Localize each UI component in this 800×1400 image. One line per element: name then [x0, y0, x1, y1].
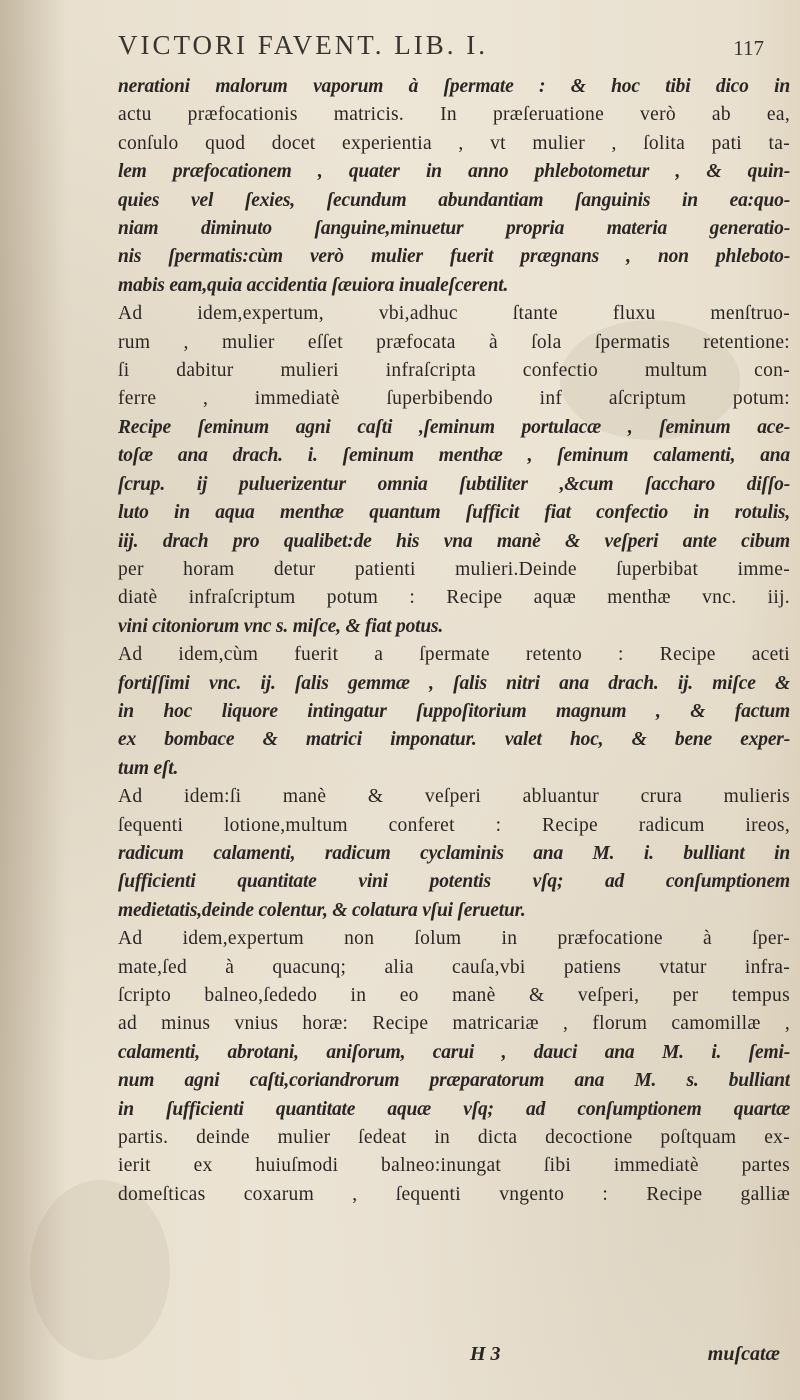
text-line: nerationi malorum vaporum à ſpermate : & hoc tibi dico in — [118, 76, 790, 97]
text-line: ad minus vnius horæ: Recipe matricariæ , florum camomillæ , — [118, 1013, 790, 1035]
text-line: mabis eam,quia accidentia ſæuiora inualeſcerent. — [118, 274, 509, 296]
text-line: ferre , immediatè ſuperbibendo inf aſcriptum potum: — [118, 388, 790, 410]
text-line: vini citoniorum vnc s. miſce, & fiat potus. — [118, 615, 444, 637]
signature-mark: H 3 — [470, 1343, 501, 1365]
page-header — [118, 30, 764, 64]
text-line: fortiſſimi vnc. ij. ſalis gemmæ , ſalis nitri ana drach. ij. miſce & — [118, 672, 790, 694]
gutter-shadow — [0, 0, 70, 1400]
text-line: actu præfocationis matricis. In præſeruatione verò ab ea, — [118, 104, 790, 126]
text-line: luto in aqua menthæ quantum ſufficit fiat confectio in rotulis, — [118, 502, 790, 524]
text-line: per horam detur patienti mulieri.Deinde ſuperbibat imme- — [118, 558, 790, 580]
text-line: tum eſt. — [118, 757, 179, 779]
page-footer — [118, 1343, 790, 1373]
text-line: medietatis,deinde colentur, & colatura vſui ſeruetur. — [118, 899, 526, 921]
text-line: domeſticas coxarum , ſequenti vngento : Recipe galliæ — [118, 1183, 790, 1205]
text-line: lem præfocationem , quater in anno phlebotometur , & quin- — [118, 161, 790, 183]
text-line: ſcrup. ij puluerizentur omnia ſubtiliter ,&cum ſaccharo diſſo- — [118, 473, 790, 495]
text-line: quies vel ſexies, ſecundum abundantiam ſanguinis in ea:quo- — [118, 189, 790, 211]
running-head: VICTORI FAVENT. LIB. I. — [118, 30, 488, 60]
text-line: diatè infraſcriptum potum : Recipe aquæ menthæ vnc. iij. — [118, 587, 790, 609]
text-line: Recipe ſeminum agni caſti ,ſeminum portulacæ , ſeminum ace- — [118, 416, 790, 438]
text-line: radicum calamenti, radicum cyclaminis ana M. i. bulliant in — [118, 842, 790, 864]
body-text — [118, 73, 790, 1209]
text-line: in hoc liquore intingatur ſuppoſitorium magnum , & factum — [118, 700, 790, 722]
text-line: Ad idem,expertum non ſolum in præfocatione à ſper- — [118, 928, 790, 950]
text-line: ſcripto balneo,ſededo in eo manè & veſperi, per tempus — [118, 985, 790, 1006]
text-line: ierit ex huiuſmodi balneo:inungat ſibi immediatè partes — [118, 1155, 790, 1177]
text-line: toſæ ana drach. i. ſeminum menthæ , ſeminum calamenti, ana — [118, 445, 790, 467]
text-line: nis ſpermatis:cùm verò mulier fuerit prægnans , non phleboto- — [118, 246, 790, 268]
text-line: rum , mulier eſſet præfocata à ſola ſpermatis retentione: — [118, 331, 790, 353]
text-line: Ad idem,cùm fuerit a ſpermate retento : Recipe aceti — [118, 644, 790, 666]
text-line: Ad idem,expertum, vbi,adhuc ſtante fluxu menſtruo- — [118, 303, 790, 325]
catchword: muſcatæ — [707, 1343, 780, 1365]
text-line: ſufficienti quantitate vini potentis vſq; ad conſumptionem — [118, 871, 790, 893]
text-line: niam diminuto ſanguine,minuetur propria materia generatio- — [118, 218, 790, 240]
text-line: calamenti, abrotani, aniſorum, carui , dauci ana M. i. ſemi- — [118, 1041, 790, 1063]
text-line: num agni caſti,coriandrorum præparatorum ana M. s. bulliant — [118, 1070, 790, 1092]
text-line: ſequenti lotione,multum conferet : Recipe radicum ireos, — [118, 814, 790, 836]
text-line: Ad idem:ſi manè & veſperi abluantur crura mulieris — [118, 786, 790, 808]
text-line: ſi dabitur mulieri infraſcripta confectio multum con- — [118, 360, 790, 382]
text-line: conſulo quod docet experientia , vt mulier , ſolita pati ta- — [118, 132, 790, 154]
text-line: ex bombace & matrici imponatur. valet hoc, & bene exper- — [118, 729, 790, 751]
page-number: 117 — [733, 36, 764, 60]
text-line: in ſufficienti quantitate aquæ vſq; ad conſumptionem quartæ — [118, 1098, 790, 1120]
text-line: partis. deinde mulier ſedeat in dicta decoctione poſtquam ex- — [118, 1127, 790, 1149]
text-line: iij. drach pro qualibet:de his vna manè & veſperi ante cibum — [118, 530, 790, 552]
text-line: mate,ſed à quacunq; alia cauſa,vbi patiens vtatur infra- — [118, 956, 790, 978]
